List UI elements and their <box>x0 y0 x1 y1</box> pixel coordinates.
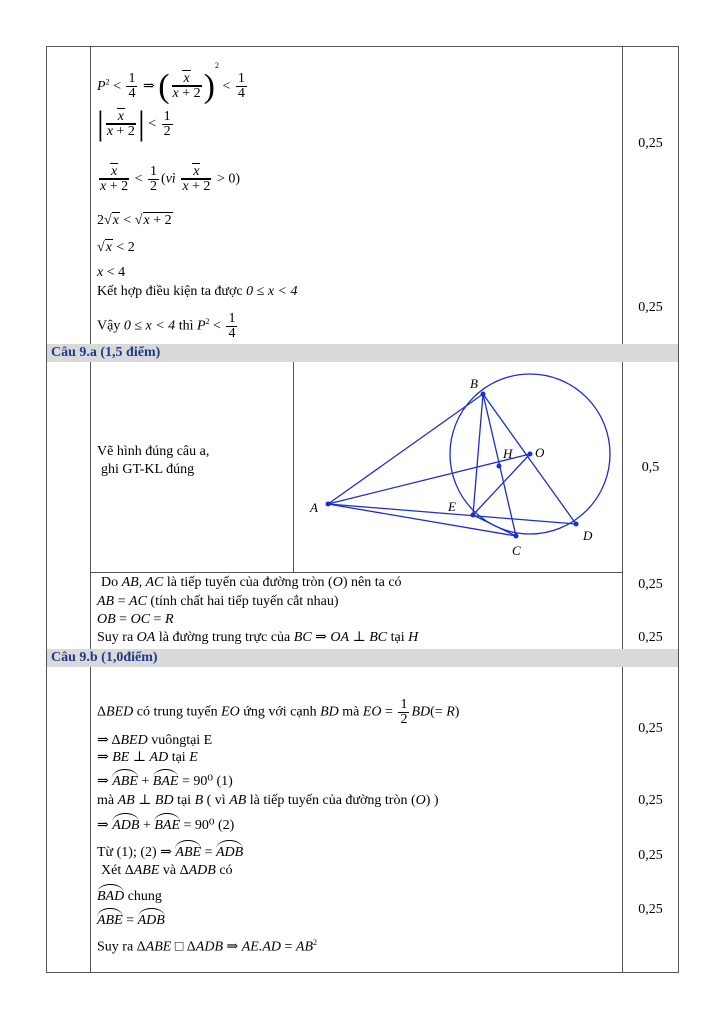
conclusion-line: Kết hợp điều kiện ta được 0 ≤ x < 4 <box>97 284 298 299</box>
math-line: $P^2$ < $\frac{1}{4}$ ⇒ ( $\frac{x}{x + 2}$ )$^2$ < $\frac{1}{4}$ <box>97 61 245 105</box>
score: 0,25 <box>638 300 663 315</box>
proof-line: mà AB ⊥ BD tại B ( vì AB là tiếp tuyến của đường tròn (O) ) <box>97 793 439 808</box>
label-e: E <box>448 499 456 514</box>
section-header-9a: Câu 9.a (1,5 điểm) <box>47 344 678 362</box>
proof-line: BAD chung <box>97 889 162 904</box>
segment-ab <box>328 394 483 504</box>
label-b: B <box>470 376 478 391</box>
figure-note <box>97 443 209 479</box>
label-h: H <box>503 446 513 461</box>
proof-line: Suy ra ΔABE □ ΔADB ⇒ $AE.AD = AB^2$ <box>97 938 318 955</box>
section-header-9b: Câu 9.b (1,0điểm) <box>47 649 678 667</box>
segment-eo <box>473 454 530 515</box>
segment-be <box>473 394 483 515</box>
figure-row-bottom <box>90 572 622 573</box>
point-c <box>514 534 519 539</box>
segment-bd <box>483 394 576 524</box>
score: 0,25 <box>638 902 663 917</box>
proof-line: ⇒ ΔBED vuôngtại E <box>97 733 213 748</box>
column-divider-right <box>622 46 623 973</box>
final-line: Vậy 0 ≤ x < 4 thì $P^2$ < $\frac{1}{4}$ <box>97 311 236 341</box>
segment-ac <box>328 504 516 536</box>
proof-line: ⇒ ADB + BAE = 90⁰ (2) <box>97 818 235 833</box>
label-o: O <box>535 445 545 460</box>
segment-ao <box>328 454 530 504</box>
proof-line: Do AB, AC là tiếp tuyến của đường tròn (O) nên ta có <box>101 575 402 590</box>
figure-note-line: ghi GT-KL đúng <box>101 462 195 477</box>
math-line: √x < 2 <box>97 240 135 255</box>
proof-line: Suy ra OA là đường trung trực của BC ⇒ OA ⊥ BC tại H <box>97 630 419 645</box>
math-line: 2√x < √x + 2 <box>97 213 172 228</box>
proof-line: ⇒ BE ⊥ AD tại E <box>97 750 198 765</box>
score: 0,25 <box>638 630 663 645</box>
proof-line: OB = OC = R <box>97 612 174 627</box>
point-a <box>326 502 331 507</box>
proof-line: Xét ΔABE và ΔADB có <box>101 863 233 878</box>
point-b <box>481 392 486 397</box>
proof-line: ΔBED có trung tuyến EO ứng với cạnh BD mà EO = $\frac{1}{2}$ BD(= R) <box>97 697 460 727</box>
math-line: | $\frac{x}{x + 2}$ | < $\frac{1}{2}$ <box>97 105 171 143</box>
math-line: $\frac{x}{x + 2}$ < $\frac{1}{2}$ (vì $\frac{x}{x + 2}$ > 0) <box>100 164 240 194</box>
score: 0,25 <box>638 793 663 808</box>
figure-note-line: Vẽ hình đúng câu a, <box>97 444 210 459</box>
score: 0,25 <box>638 577 663 592</box>
label-a: A <box>310 500 318 515</box>
proof-line: ABE = ADB <box>97 913 165 928</box>
geometry-figure <box>294 363 621 571</box>
score: 0,25 <box>638 721 663 736</box>
proof-line: Từ (1); (2) ⇒ ABE = ADB <box>97 845 244 860</box>
point-e <box>471 513 476 518</box>
point-d <box>574 522 579 527</box>
label-c: C <box>512 543 521 558</box>
column-divider-left <box>90 46 91 973</box>
proof-line: AB = AC (tính chất hai tiếp tuyến cắt nhau) <box>97 594 339 609</box>
point-h <box>497 464 502 469</box>
score: 0,25 <box>638 848 663 863</box>
score: 0,25 <box>638 136 663 151</box>
point-o <box>528 452 533 457</box>
label-d: D <box>583 528 593 543</box>
math-line: x < 4 <box>97 265 126 280</box>
score: 0,5 <box>641 460 660 475</box>
proof-line: ⇒ ABE + BAE = 90⁰ (1) <box>97 774 233 789</box>
